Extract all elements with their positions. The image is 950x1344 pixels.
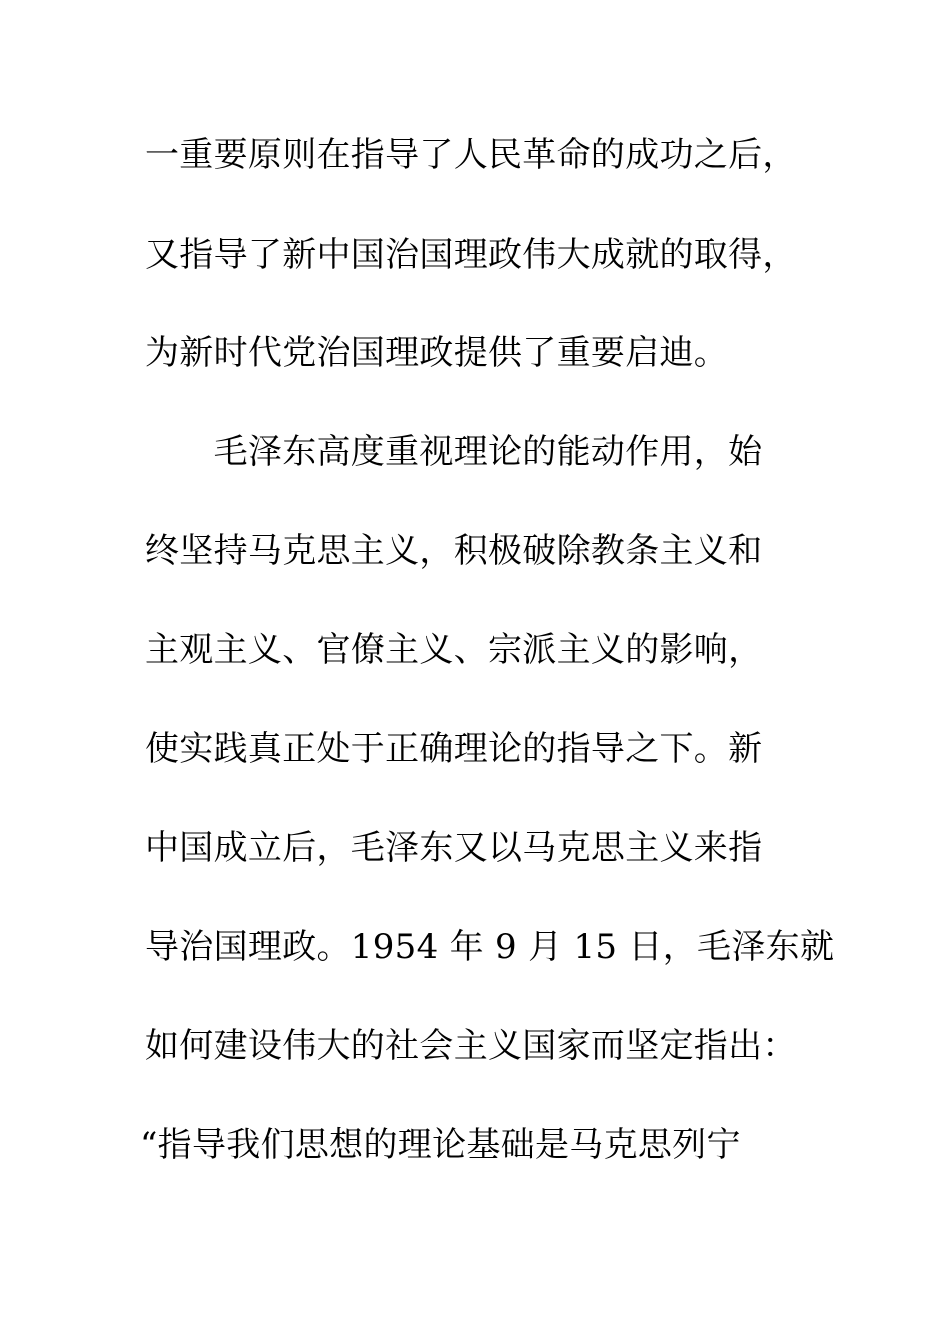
text-line: 终坚持马克思主义，积极破除教条主义和 [145, 531, 763, 571]
text-line: 中国成立后，毛泽东又以马克思主义来指 [145, 828, 763, 868]
paragraph-start-line: 毛泽东高度重视理论的能动作用，始 [145, 432, 763, 472]
text-line: “指导我们思想的理论基础是马克思列宁 [140, 1125, 741, 1165]
text-line: 使实践真正处于正确理论的指导之下。新 [145, 729, 763, 769]
text-line: 为新时代党治国理政提供了重要启迪。 [145, 333, 729, 373]
text-line: 又指导了新中国治国理政伟大成就的取得， [145, 235, 797, 275]
text-line: 如何建设伟大的社会主义国家而坚定指出： [145, 1026, 797, 1066]
text-line: 导治国理政。1954 年 9 月 15 日，毛泽东就 [145, 927, 835, 967]
text-line: 一重要原则在指导了人民革命的成功之后， [145, 135, 797, 175]
text-line: 主观主义、官僚主义、宗派主义的影响， [145, 630, 763, 670]
